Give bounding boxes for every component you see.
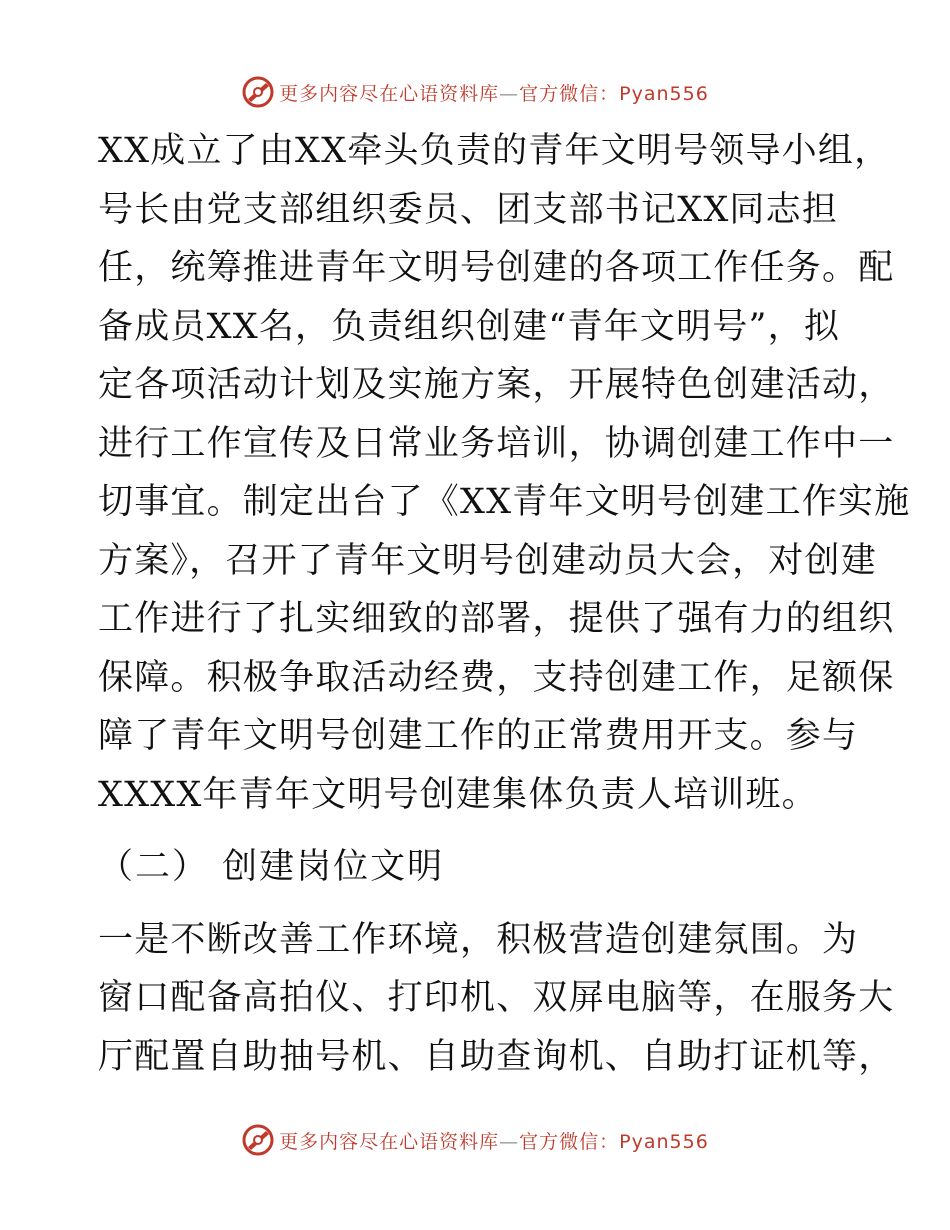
document-body bbox=[98, 122, 911, 1086]
watermark-site: 更多内容尽在心语资料库 bbox=[279, 1130, 500, 1153]
paragraph-2 bbox=[98, 911, 895, 1087]
watermark-text bbox=[279, 79, 709, 106]
text-line: 一是不断改善工作环境，积极营造创建氛围。为 bbox=[98, 919, 859, 960]
text-line: 保障。积极争取活动经费，支持创建工作，足额保 bbox=[98, 657, 895, 698]
text-line: XXXX年青年文明号创建集体负责人培训班。 bbox=[98, 774, 818, 815]
watermark-contact: 官方微信：Pyan556 bbox=[519, 1130, 709, 1153]
text-line: 号长由党支部组织委员、团支部书记XX同志担 bbox=[98, 189, 839, 230]
section-heading: （二） 创建岗位文明 bbox=[98, 847, 445, 887]
text-line: 切事宜。制定出台了《XX青年文明号创建工作实施 bbox=[98, 482, 911, 522]
paragraph-1 bbox=[98, 122, 911, 824]
text-line: 窗口配备高拍仪、打印机、双屏电脑等，在服务大 bbox=[98, 978, 895, 1018]
watermark-text bbox=[279, 1127, 709, 1154]
text-line: 定各项活动计划及实施方案，开展特色创建活动， bbox=[98, 365, 895, 405]
watermark-separator: — bbox=[499, 82, 520, 105]
watermark-separator: — bbox=[499, 1130, 520, 1153]
text-line: 厅配置自助抽号机、自助查询机、自助打证机等， bbox=[98, 1036, 895, 1077]
text-line: XX成立了由XX牵头负责的青年文明号领导小组， bbox=[98, 131, 891, 171]
brand-logo-icon bbox=[241, 75, 275, 109]
text-line: 备成员XX名，负责组织创建“青年文明号”，拟 bbox=[98, 306, 841, 347]
text-line: 进行工作宣传及日常业务培训，协调创建工作中一 bbox=[98, 423, 895, 464]
header-watermark bbox=[0, 72, 950, 112]
footer-watermark bbox=[0, 1120, 950, 1160]
watermark-contact: 官方微信：Pyan556 bbox=[519, 82, 709, 105]
brand-logo-icon bbox=[241, 1123, 275, 1157]
text-line: 障了青年文明号创建工作的正常费用开支。参与 bbox=[98, 716, 859, 756]
text-line: 任，统筹推进青年文明号创建的各项工作任务。配 bbox=[98, 248, 895, 288]
watermark-site: 更多内容尽在心语资料库 bbox=[279, 82, 500, 105]
text-line: 工作进行了扎实细致的部署，提供了强有力的组织 bbox=[98, 599, 895, 639]
text-line: 方案》，召开了青年文明号创建动员大会，对创建 bbox=[98, 540, 877, 581]
